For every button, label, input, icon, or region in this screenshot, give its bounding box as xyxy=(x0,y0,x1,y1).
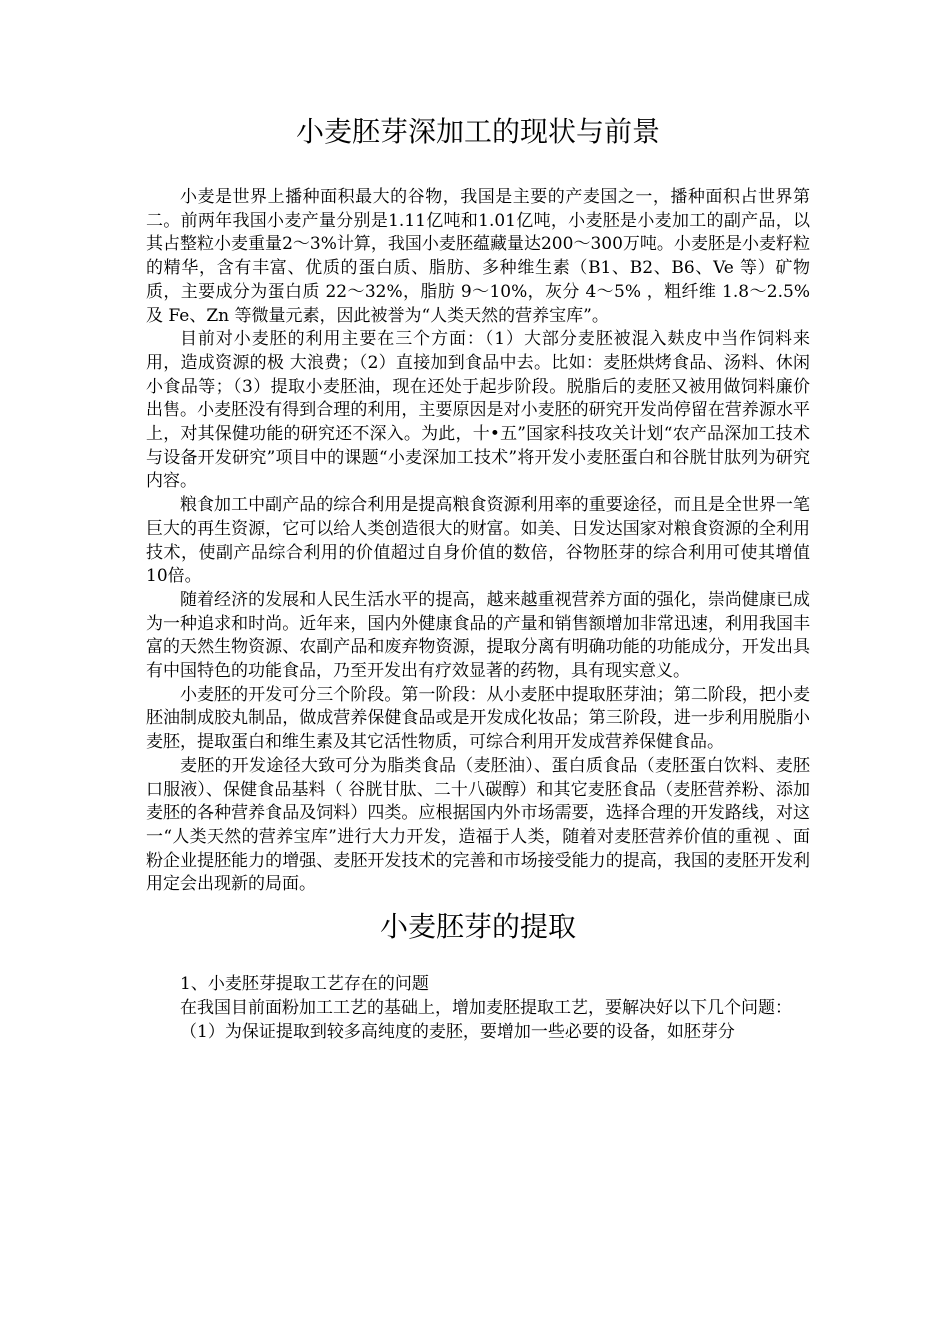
section-heading-problems: 1、小麦胚芽提取工艺存在的问题 xyxy=(180,974,429,995)
paragraph-byproduct-use: 粮食加工中副产品的综合利用是提高粮食资源利用率的重要途径，而且是全世界一笔巨大的再生资源，它可以给人类创造很大的财富。如美、日发达国家对粮食资源的全利用技术，使副产品综合利用的价值超过自身价值的数倍，谷物胚芽的综合利用可使其增值 10倍。 xyxy=(146,495,810,587)
paragraph-problems-intro: 在我国目前面粉加工工艺的基础上，增加麦胚提取工艺，要解决好以下几个问题： xyxy=(180,997,792,1018)
document-body xyxy=(146,112,810,1044)
document-title: 小麦胚芽深加工的现状与前景 xyxy=(295,115,660,148)
paragraph-current-use: 目前对小麦胚的利用主要在三个方面：（1）大部分麦胚被混入麸皮中当作饲料来用，造成资源的极 大浪费；（2）直接加到食品中去。比如：麦胚烘烤食品、汤料、休闲小食品等；（3）提取小麦胚油，现在还处于起步阶段。脱脂后的麦胚又被用做饲料廉价出售。小麦胚没有得到合理的利用，主要原因是对小麦胚的研究开发尚停留在营养源水平上，对其保健功能的研究还不深入。为此，十•五”国家科技攻关计划“农产品深加工技术与设备开发研究”项目中的课题“小麦深加工技术”将开发小麦胚蛋白和谷胱甘肽列为研究内容。 xyxy=(146,329,810,492)
paragraph-development-paths: 麦胚的开发途径大致可分为脂类食品（麦胚油）、蛋白质食品（麦胚蛋白饮料、麦胚口服液）、保健食品基料（ 谷胱甘肽、二十八碳醇）和其它麦胚食品（麦胚营养粉、添加麦胚的各种营养食品及饲料）四类。应根据国内外市场需要，选择合理的开发路线，对这一“人类天然的营养宝库”进行大力开发，造福于人类，随着对麦胚营养价值的重视 、面粉企业提胚能力的增强、麦胚开发技术的完善和市场接受能力的提高，我国的麦胚开发利用定会出现新的局面。 xyxy=(146,755,810,895)
section-title: 小麦胚芽的提取 xyxy=(379,910,576,944)
paragraph-health-food: 随着经济的发展和人民生活水平的提高，越来越重视营养方面的强化，崇尚健康已成为一种追求和时尚。近年来，国内外健康食品的产量和销售额增加非常迅速，利用我国丰富的天然生物资源、农副产品和废弃物资源，提取分离有明确功能的功能成分，开发出具有中国特色的功能食品，乃至开发出有疗效显著的药物，具有现实意义。 xyxy=(146,589,810,682)
paragraph-intro: 小麦是世界上播种面积最大的谷物，我国是主要的产麦国之一，播种面积占世界第二。前两年我国小麦产量分别是1.11亿吨和1.01亿吨，小麦胚是小麦加工的副产品，以其占整粒小麦重量2～3%计算，我国小麦胚蕴藏量达200～300万吨。小麦胚是小麦籽粒的精华，含有丰富、优质的蛋白质、脂肪、多种维生素（B1、B2、B6、Ve 等）矿物质，主要成分为蛋白质 22～32%，脂肪 9～10%，灰分 4～5% ，粗纤维 1.8～2.5% 及 Fe、Zn 等微量元素，因此被誉为“人类天然的营养宝库”。 xyxy=(146,187,810,326)
paragraph-development-stages: 小麦胚的开发可分三个阶段。第一阶段：从小麦胚中提取胚芽油；第二阶段，把小麦胚油制成胶丸制品，做成营养保健食品或是开发成化妆品；第三阶段，进一步利用脱脂小麦胚，提取蛋白和维生素及其它活性物质，可综合利用开发成营养保健食品。 xyxy=(146,684,810,753)
list-item-1: （1）为保证提取到较多高纯度的麦胚，要增加一些必要的设备，如胚芽分 xyxy=(180,1021,735,1042)
